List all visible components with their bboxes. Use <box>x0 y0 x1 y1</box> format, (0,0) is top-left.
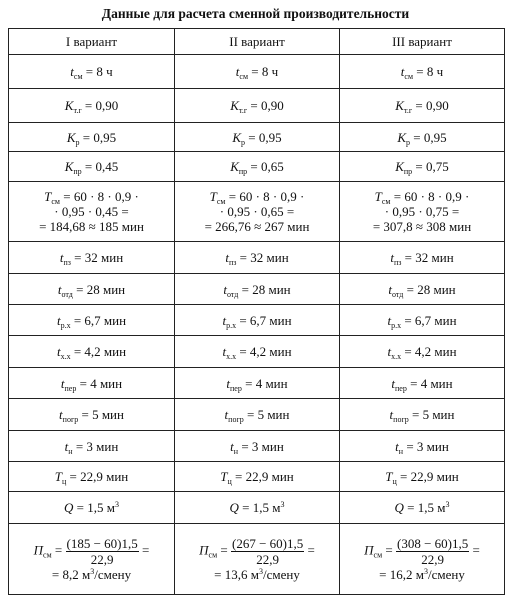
equals-sign: = <box>76 375 91 391</box>
symbol: t <box>388 281 393 297</box>
symbol-subscript: пз <box>63 258 71 267</box>
row-Tc <box>9 462 505 492</box>
cell-value: 0,90 <box>260 98 284 113</box>
fraction-line <box>178 536 336 567</box>
row-trx <box>9 305 505 336</box>
symbol: t <box>59 250 64 265</box>
cell-value: 0,95 <box>258 129 282 145</box>
formula-line-3: = 307,8 ≈ 308 мин <box>372 219 472 234</box>
cell-ktg-variant-3 <box>340 89 505 123</box>
unit-superscript: 3 <box>258 567 263 576</box>
cell-value: 8 ч <box>426 64 444 79</box>
equals-sign: = <box>396 469 411 484</box>
cell-value: 0,95 <box>423 129 447 145</box>
header-row <box>9 29 505 55</box>
row-Q <box>9 492 505 524</box>
equals-sign: = <box>78 407 93 422</box>
equals-sign: = <box>248 64 262 79</box>
symbol-subscript: ц <box>227 477 232 486</box>
cell-value: 5 мин <box>92 407 124 422</box>
fraction-numerator: (185 − 60)1,5 <box>66 536 138 551</box>
fraction-denominator: 22,9 <box>256 552 279 567</box>
symbol: K <box>64 159 74 174</box>
equals-sign: = <box>469 542 480 558</box>
cell-value: 0,65 <box>261 159 284 174</box>
symbol-subscript: см <box>208 550 218 560</box>
symbol: t <box>387 344 392 359</box>
cell-trx-variant-3 <box>340 305 505 336</box>
symbol-subscript: х.х <box>391 352 402 361</box>
equals-sign: = <box>408 407 423 422</box>
symbol: t <box>57 281 62 297</box>
cell-txx-variant-1 <box>9 336 175 368</box>
cell-totd-variant-3 <box>340 274 505 305</box>
unit-superscript: 3 <box>280 500 285 509</box>
symbol-subscript: р.х <box>60 320 71 330</box>
formula-part: 60 · 8 · 0,9 · <box>404 189 470 204</box>
cell-value: 32 мин <box>250 250 289 265</box>
unit-superscript: 3 <box>114 500 119 509</box>
equals-sign: = <box>231 469 246 484</box>
symbol-subscript: погр <box>393 415 409 424</box>
symbol-subscript: см <box>73 72 83 81</box>
cell-trx-variant-1 <box>9 305 175 336</box>
symbol-subscript: пз <box>228 258 237 267</box>
unit-suffix: /смену <box>262 567 300 582</box>
cell-totd-variant-1 <box>9 274 175 305</box>
symbol: t <box>226 375 231 391</box>
symbol-subscript: т.г <box>403 106 413 115</box>
symbol: t <box>56 344 61 359</box>
cell-tn-variant-3 <box>340 431 505 462</box>
symbol: П <box>33 542 44 558</box>
equals-sign: = <box>403 438 417 454</box>
symbol-subscript: см <box>43 550 52 560</box>
symbol: t <box>56 312 61 328</box>
cell-value: 8 ч <box>261 64 279 79</box>
cell-totd-variant-2 <box>175 274 340 305</box>
symbol: t <box>70 64 74 79</box>
result-line <box>178 567 336 582</box>
cell-value: 28 мин <box>86 281 126 297</box>
symbol-subscript: р.х <box>226 320 237 330</box>
equals-sign: = <box>403 500 418 515</box>
symbol: K <box>230 98 239 113</box>
cell-Psm-variant-1 <box>9 524 175 595</box>
cell-Q-variant-3 <box>340 492 505 524</box>
symbol-subscript: пер <box>395 383 407 393</box>
cell-value: 32 мин <box>84 250 124 265</box>
cell-tpz-variant-3 <box>340 242 505 274</box>
symbol: t <box>224 407 229 422</box>
cell-value: 1,5 м <box>87 500 115 515</box>
symbol: t <box>400 64 405 79</box>
symbol-subscript: погр <box>228 415 244 424</box>
equals-sign: = <box>138 542 150 558</box>
formula-part: 60 · 8 · 0,9 · <box>239 189 305 204</box>
equals-sign: = <box>304 542 315 558</box>
equals-sign: = <box>72 438 87 454</box>
cell-value: 0,90 <box>95 98 119 113</box>
row-totd <box>9 274 505 305</box>
symbol-subscript: пер <box>64 383 77 393</box>
symbol: K <box>397 129 407 145</box>
cell-tper-variant-1 <box>9 368 175 399</box>
cell-value: 1,5 м <box>417 500 446 515</box>
symbol: П <box>364 542 374 558</box>
symbol-subscript: х.х <box>60 352 71 361</box>
symbol-subscript: пер <box>230 383 242 393</box>
equals-sign: = <box>401 312 415 328</box>
cell-value: 3 мин <box>251 438 284 454</box>
cell-kr-variant-1 <box>9 123 175 152</box>
symbol-subscript: погр <box>62 415 79 424</box>
symbol-subscript: отд <box>227 289 239 299</box>
cell-kpr-variant-2 <box>175 152 340 182</box>
cell-kpr-variant-1 <box>9 152 175 182</box>
equals-sign: = <box>236 312 250 328</box>
equals-sign: = <box>81 159 96 174</box>
symbol-subscript: пз <box>393 258 402 267</box>
formula-line-2: · 0,95 · 0,45 = <box>54 204 129 219</box>
cell-value: 5 мин <box>422 407 455 422</box>
equals-sign: = <box>70 312 85 328</box>
equals-sign: = <box>82 64 97 79</box>
symbol: t <box>60 375 65 391</box>
fraction-denominator: 22,9 <box>421 552 444 567</box>
symbol: t <box>391 375 396 391</box>
cell-Tsm-variant-1 <box>9 182 175 242</box>
cell-value: 6,7 мин <box>414 312 457 328</box>
unit-suffix: /смену <box>94 567 132 582</box>
cell-value: 4,2 мин <box>84 344 127 359</box>
symbol-subscript: см <box>51 197 60 206</box>
unit-superscript: 3 <box>423 567 428 576</box>
cell-ktg-variant-1 <box>9 89 175 123</box>
symbol-subscript: см <box>216 197 226 206</box>
cell-value: 3 мин <box>416 438 449 454</box>
fraction-denominator: 22,9 <box>90 552 114 567</box>
symbol-subscript: пр <box>403 167 413 176</box>
cell-value: 4 мин <box>90 375 123 391</box>
symbol: t <box>395 438 399 454</box>
equals-sign: = <box>79 129 94 145</box>
symbol-subscript: ц <box>392 477 397 486</box>
cell-Tc-variant-1 <box>9 462 175 492</box>
cell-value: 0,90 <box>425 98 449 113</box>
formula-line-1 <box>178 189 336 204</box>
symbol: T <box>209 189 217 204</box>
row-tsm <box>9 55 505 89</box>
row-ktg <box>9 89 505 123</box>
unit-suffix: /смену <box>427 567 465 582</box>
symbol: Q <box>229 500 239 515</box>
row-tpogr <box>9 399 505 431</box>
equals-sign: = <box>390 189 405 204</box>
cell-value: 22,9 мин <box>245 469 294 484</box>
equals-sign: = <box>238 281 253 297</box>
cell-value: 1,5 м <box>252 500 281 515</box>
cell-tpogr-variant-3 <box>340 399 505 431</box>
formula-line-1 <box>12 189 171 204</box>
equals-sign: = <box>238 500 253 515</box>
fraction <box>231 536 304 567</box>
symbol-subscript: р <box>241 137 246 147</box>
equals-sign: = <box>73 500 88 515</box>
symbol-subscript: см <box>373 550 383 560</box>
cell-tn-variant-2 <box>175 431 340 462</box>
equals-sign: = <box>70 250 85 265</box>
result-value: = 8,2 м <box>51 567 91 582</box>
symbol-subscript: пр <box>73 167 82 176</box>
cell-tsm-variant-2 <box>175 55 340 89</box>
symbol: Q <box>64 500 74 515</box>
symbol: t <box>223 281 228 297</box>
symbol: П <box>199 542 209 558</box>
row-Psm <box>9 524 505 595</box>
row-tn <box>9 431 505 462</box>
cell-value: 0,95 <box>93 129 117 145</box>
symbol: Q <box>394 500 404 515</box>
equals-sign: = <box>412 98 426 113</box>
symbol: t <box>222 344 227 359</box>
formula-part: 60 · 8 · 0,9 · <box>73 189 139 204</box>
symbol-subscript: н <box>233 446 239 456</box>
result-value: = 13,6 м <box>214 567 259 582</box>
formula-line-3: = 184,68 ≈ 185 мин <box>39 219 144 234</box>
cell-tn-variant-1 <box>9 431 175 462</box>
cell-txx-variant-2 <box>175 336 340 368</box>
cell-value: 8 ч <box>96 64 113 79</box>
cell-value: 0,45 <box>95 159 119 174</box>
symbol-subscript: н <box>68 446 73 456</box>
symbol: K <box>66 129 76 145</box>
cell-Tc-variant-3 <box>340 462 505 492</box>
result-value: = 16,2 м <box>379 567 424 582</box>
header-variant-2: II вариант <box>175 29 340 55</box>
cell-value: 0,75 <box>426 159 449 174</box>
formula-line-2: · 0,95 · 0,65 = <box>219 204 295 219</box>
symbol-subscript: см <box>381 197 391 206</box>
fraction <box>66 536 139 567</box>
symbol: K <box>395 98 404 113</box>
symbol-subscript: т.г <box>73 106 82 115</box>
symbol: K <box>232 129 242 145</box>
cell-tsm-variant-1 <box>9 55 175 89</box>
cell-value: 3 мин <box>86 438 119 454</box>
cell-value: 4,2 мин <box>249 344 292 359</box>
row-tpz <box>9 242 505 274</box>
equals-sign: = <box>401 344 415 359</box>
symbol-subscript: т.г <box>238 106 248 115</box>
cell-value: 6,7 мин <box>249 312 292 328</box>
fraction-numerator: (308 − 60)1,5 <box>397 536 469 551</box>
row-Tsm <box>9 182 505 242</box>
equals-sign: = <box>72 281 87 297</box>
equals-sign: = <box>236 344 250 359</box>
row-tper <box>9 368 505 399</box>
equals-sign: = <box>413 64 427 79</box>
cell-value: 4 мин <box>255 375 288 391</box>
equals-sign: = <box>70 344 85 359</box>
fraction-line <box>12 536 171 567</box>
equals-sign: = <box>236 250 251 265</box>
cell-tper-variant-3 <box>340 368 505 399</box>
cell-value: 4 мин <box>420 375 453 391</box>
equals-sign: = <box>245 129 259 145</box>
cell-tpogr-variant-1 <box>9 399 175 431</box>
symbol-subscript: р.х <box>391 320 402 330</box>
cell-trx-variant-2 <box>175 305 340 336</box>
result-line <box>343 567 501 582</box>
cell-Tsm-variant-2 <box>175 182 340 242</box>
fraction <box>396 536 469 567</box>
symbol: T <box>54 469 62 484</box>
table-title: Данные для расчета сменной производительности <box>101 6 410 21</box>
cell-kr-variant-3 <box>340 123 505 152</box>
symbol: t <box>387 312 392 328</box>
cell-Q-variant-2 <box>175 492 340 524</box>
symbol: T <box>44 189 52 204</box>
symbol: T <box>385 469 393 484</box>
equals-sign: = <box>410 129 424 145</box>
symbol-subscript: н <box>398 446 404 456</box>
symbol-subscript: р <box>406 137 411 147</box>
symbol: T <box>220 469 228 484</box>
cell-value: 22,9 мин <box>410 469 459 484</box>
symbol: t <box>235 64 240 79</box>
row-txx <box>9 336 505 368</box>
symbol: t <box>225 250 229 265</box>
equals-sign: = <box>382 542 396 558</box>
symbol: K <box>395 159 404 174</box>
cell-value: 28 мин <box>417 281 456 297</box>
cell-value: 5 мин <box>257 407 290 422</box>
formula-line-2: · 0,95 · 0,75 = <box>384 204 460 219</box>
equals-sign: = <box>81 98 96 113</box>
cell-value: 4,2 мин <box>414 344 457 359</box>
unit-superscript: 3 <box>90 567 95 576</box>
formula-line-1 <box>343 189 501 204</box>
productivity-table <box>8 28 505 595</box>
equals-sign: = <box>247 159 262 174</box>
symbol-subscript: см <box>239 72 249 81</box>
symbol-subscript: пр <box>238 167 248 176</box>
cell-value: 28 мин <box>252 281 291 297</box>
cell-Psm-variant-2 <box>175 524 340 595</box>
equals-sign: = <box>406 375 421 391</box>
cell-tpz-variant-1 <box>9 242 175 274</box>
symbol: T <box>374 189 382 204</box>
fraction-line <box>343 536 501 567</box>
header-variant-1: I вариант <box>9 29 175 55</box>
symbol: t <box>389 407 394 422</box>
equals-sign: = <box>241 375 256 391</box>
cell-value: 6,7 мин <box>84 312 127 328</box>
equals-sign: = <box>403 281 418 297</box>
cell-txx-variant-3 <box>340 336 505 368</box>
cell-Psm-variant-3 <box>340 524 505 595</box>
equals-sign: = <box>243 407 258 422</box>
equals-sign: = <box>412 159 427 174</box>
symbol-subscript: р <box>75 137 80 147</box>
cell-Q-variant-1 <box>9 492 175 524</box>
cell-Tc-variant-2 <box>175 462 340 492</box>
symbol: t <box>59 407 63 422</box>
result-line <box>12 567 171 582</box>
symbol: K <box>230 159 239 174</box>
formula-line-3: = 266,76 ≈ 267 мин <box>204 219 310 234</box>
equals-sign: = <box>217 542 231 558</box>
cell-kr-variant-2 <box>175 123 340 152</box>
symbol-subscript: см <box>404 72 414 81</box>
equals-sign: = <box>247 98 261 113</box>
symbol-subscript: отд <box>61 289 73 299</box>
cell-tper-variant-2 <box>175 368 340 399</box>
symbol: t <box>64 438 69 454</box>
cell-value: 22,9 мин <box>80 469 129 484</box>
row-kpr <box>9 152 505 182</box>
unit-superscript: 3 <box>445 500 450 509</box>
symbol-subscript: х.х <box>226 352 237 361</box>
symbol-subscript: ц <box>61 477 67 486</box>
symbol-subscript: отд <box>392 289 404 299</box>
cell-tsm-variant-3 <box>340 55 505 89</box>
equals-sign: = <box>60 189 74 204</box>
equals-sign: = <box>401 250 416 265</box>
equals-sign: = <box>66 469 81 484</box>
cell-tpogr-variant-2 <box>175 399 340 431</box>
symbol: t <box>230 438 234 454</box>
row-kr <box>9 123 505 152</box>
cell-kpr-variant-3 <box>340 152 505 182</box>
symbol: K <box>64 98 74 113</box>
equals-sign: = <box>51 542 66 558</box>
fraction-numerator: (267 − 60)1,5 <box>232 536 304 551</box>
cell-ktg-variant-2 <box>175 89 340 123</box>
equals-sign: = <box>238 438 252 454</box>
symbol: t <box>390 250 394 265</box>
cell-value: 32 мин <box>415 250 454 265</box>
equals-sign: = <box>225 189 240 204</box>
cell-tpz-variant-2 <box>175 242 340 274</box>
header-variant-3: III вариант <box>340 29 505 55</box>
symbol: t <box>222 312 227 328</box>
cell-Tsm-variant-3 <box>340 182 505 242</box>
